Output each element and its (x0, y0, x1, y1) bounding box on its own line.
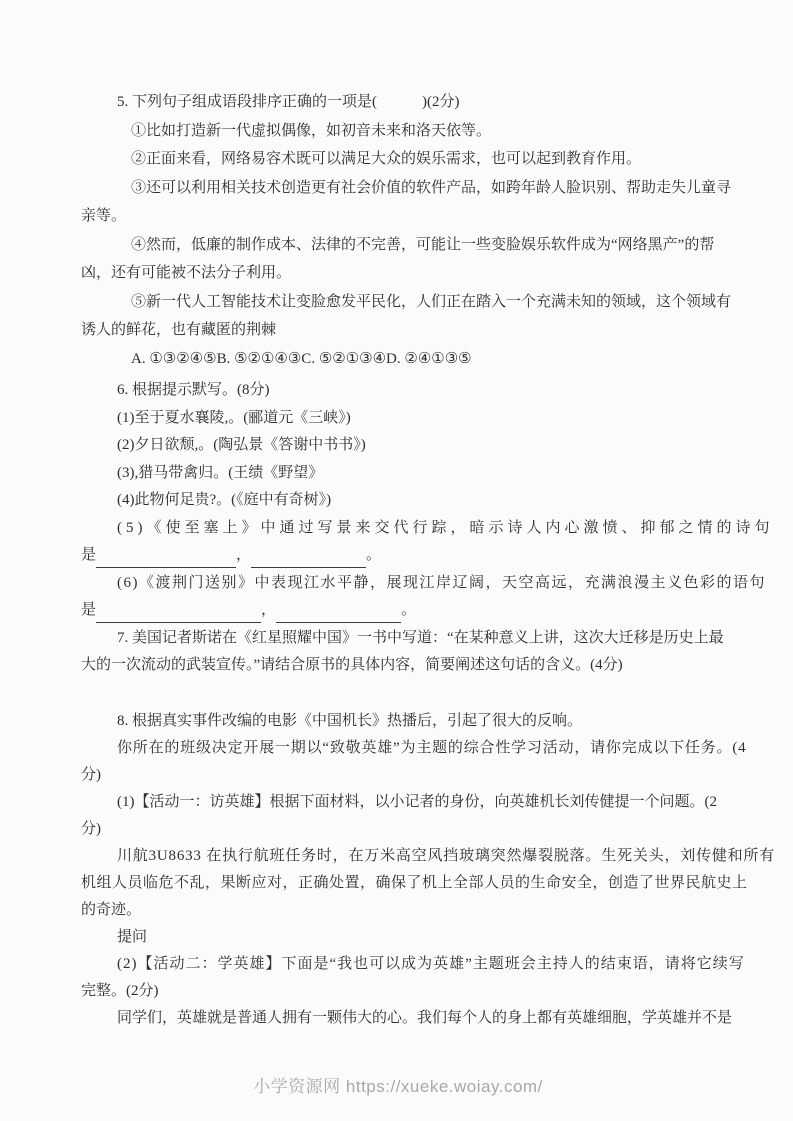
dictation-2: (2)夕日欲颓,。(陶弘景《答谢中书书》) (117, 437, 366, 453)
sentence-3-wrap: 亲等。 (81, 208, 127, 224)
question6-stem: 6. 根据提示默写。(8分) (117, 382, 270, 398)
answer-blank (251, 552, 366, 568)
text-segment: 是 (81, 602, 97, 618)
question5-section (81, 88, 732, 373)
question8-section (81, 708, 776, 1032)
material-line-3: 的奇迹。 (81, 901, 142, 918)
sentence-4: ④然而，低廉的制作成本、法律的不完善，可能让一些变脸娱乐软件成为“网络黑产”的帮 (131, 236, 715, 253)
answer-blank (96, 607, 261, 623)
question5-stem: 5. 下列句子组成语段排序正确的一项是( )(2分) (117, 94, 460, 110)
question8-intro: 你所在的班级决定开展一期以“致敬英雄”为主题的综合性学习活动，请你完成以下任务。(4 (117, 739, 747, 756)
question7-stem-wrap: 大的一次流动的武装宣传。”请结合原书的具体内容，简要阐述这句话的含义。(4分) (81, 657, 623, 673)
text-segment: 。 (366, 547, 382, 563)
site-watermark: 小学资源网 https://xueke.woiay.com/ (253, 1076, 543, 1096)
dictation-6: (6)《渡荆门送别》中表现江水平静，展现江岸辽阔，天空高远，充满浪漫主义色彩的语句 (117, 574, 766, 591)
question8-stem: 8. 根据真实事件改编的电影《中国机长》热播后，引起了很大的反响。 (117, 712, 583, 729)
activity-1-wrap: 分) (81, 820, 101, 837)
answer-blank (276, 607, 401, 623)
sentence-3: ③还可以利用相关技术创造更有社会价值的软件产品，如跨年龄人脸识别、帮助走失儿童寻 (131, 179, 732, 196)
material-line-1: 川航3U8633 在执行航班任务时，在万米高空风挡玻璃突然爆裂脱落。生死关头，刘传健和所有 (117, 847, 776, 864)
question8-intro-wrap: 分) (81, 766, 101, 783)
answer-options: A. ①③②④⑤B. ⑤②①④③C. ⑤②①③④D. ②④①③⑤ (131, 350, 472, 367)
text-segment: 。 (401, 602, 417, 618)
sentence-5: ⑤新一代人工智能技术让变脸愈发平民化，人们正在踏入一个充满未知的领域，这个领域有 (131, 293, 732, 310)
ask-label: 提问 (117, 928, 148, 945)
text-segment: ， (261, 602, 277, 618)
dictation-1: (1)至于夏水襄陵,。(郦道元《三峡》) (117, 409, 351, 426)
dictation-5: (5)《使至塞上》中通过写景来交代行踪，暗示诗人内心激愤、抑郁之情的诗句 (117, 519, 774, 536)
closing-speech: 同学们，英雄就是普通人拥有一颗伟大的心。我们每个人的身上都有英雄细胞，学英雄并不是 (117, 1009, 733, 1026)
sentence-5-wrap: 诱人的鲜花，也有藏匿的荆棘 (81, 322, 277, 338)
activity-2-wrap: 完整。(2分) (81, 982, 159, 999)
dictation-3: (3),猎马带禽归。(王绩《野望》 (117, 464, 324, 481)
answer-blank (96, 552, 236, 568)
question7-stem: 7. 美国记者斯诺在《红星照耀中国》一书中写道：“在某种意义上讲，这次大迁移是历史上最 (117, 629, 724, 646)
sentence-1: ①比如打造新一代虚拟偶像，如初音未来和洛天依等。 (131, 122, 492, 139)
activity-2: (2)【活动二：学英雄】下面是“我也可以成为英雄”主题班会主持人的结束语，请将它续写 (117, 955, 745, 972)
question7-section (81, 625, 724, 680)
question6-section (81, 377, 774, 625)
dictation-5-blank-line (81, 542, 715, 570)
sentence-2: ②正面来看，网络易容术既可以满足大众的娱乐需求，也可以起到教育作用。 (131, 151, 642, 167)
dictation-6-blank-line (81, 597, 715, 625)
sentence-4-wrap: 凶，还有可能被不法分子利用。 (81, 265, 292, 281)
text-segment: 是 (81, 547, 97, 563)
activity-1: (1)【活动一：访英雄】根据下面材料，以小记者的身份，向英雄机长刘传健提一个问题。(2 (117, 793, 717, 810)
text-segment: ， (236, 547, 252, 563)
dictation-4: (4)此物何足贵?。(《庭中有奇树》) (117, 492, 332, 508)
material-line-2: 机组人员临危不乱，果断应对，正确处置，确保了机上全部人员的生命安全，创造了世界民航史上 (81, 874, 748, 891)
